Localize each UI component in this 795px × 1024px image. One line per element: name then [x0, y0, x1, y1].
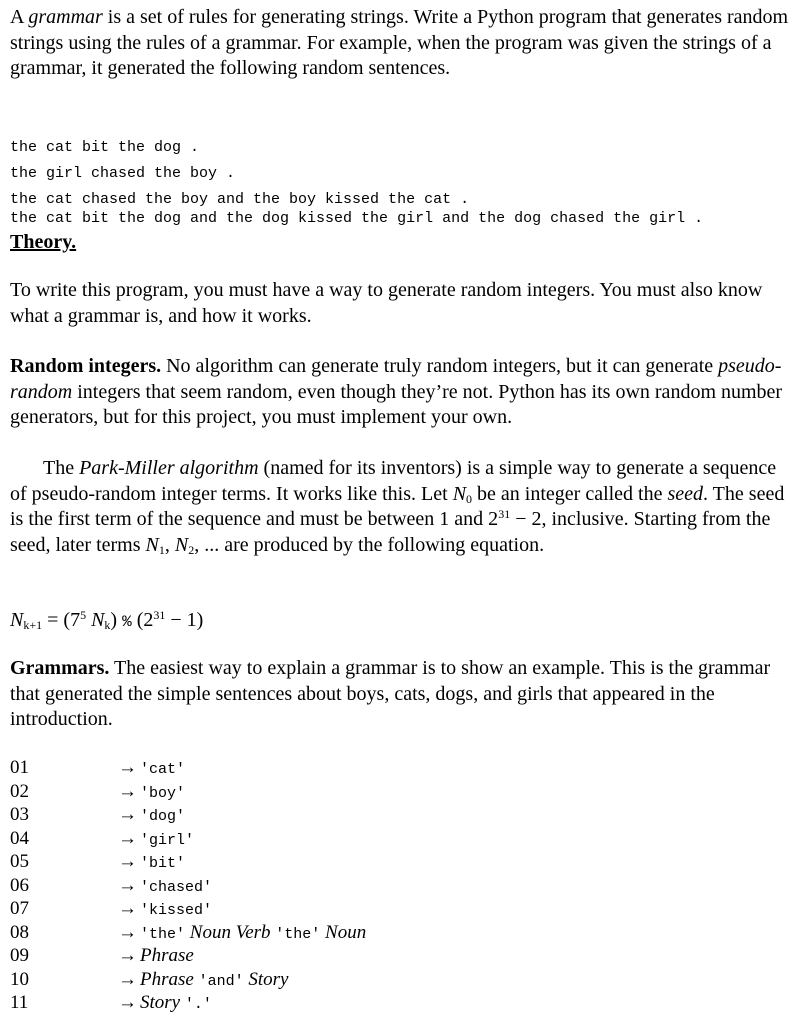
pm-var-n1: N: [145, 533, 159, 556]
arrow-icon: →: [118, 945, 137, 966]
pm-sub-2: 2: [188, 542, 195, 557]
rule-number: 08: [10, 921, 29, 943]
park-miller-paragraph: [10, 456, 790, 558]
pm-text-5: − 2, inclusive. Starting from the seed, later terms: [10, 508, 771, 556]
pm-text-3: be an integer called the: [472, 482, 668, 505]
rule-nonterminal: Story: [248, 968, 289, 990]
random-integers-paragraph: [10, 354, 790, 431]
rule-rhs: [140, 921, 366, 947]
eq-mod-operator: %: [122, 613, 132, 631]
rule-terminal: 'the': [275, 925, 321, 943]
intro-text-a: A: [10, 6, 29, 28]
arrow-icon: →: [118, 874, 137, 896]
grammars-heading: Grammars.: [10, 657, 110, 679]
rule-rhs: [140, 874, 212, 900]
rule-rhs: [140, 756, 185, 782]
theory-heading: Theory.: [10, 231, 77, 253]
arrow-icon: →: [118, 804, 137, 825]
rule-nonterminal: Story: [140, 992, 181, 1013]
rule-terminal: 'boy': [140, 784, 186, 802]
rule-terminal: 'chased': [140, 878, 213, 896]
rule-nonterminal: Phrase: [140, 945, 194, 966]
intro-text-b: is a set of rules for generating strings. Write a Python program that generates random strings using the rules of a grammar. For example, when the program was given the strings of a grammar, it generated the following random sentences.: [10, 6, 789, 80]
pm-var-n2: N: [174, 533, 189, 556]
pm-exp-31: 31: [498, 507, 511, 522]
rule-terminal: 'girl': [140, 831, 195, 849]
eq-exp-31: 31: [153, 608, 166, 622]
rule-rhs: [140, 850, 185, 876]
rule-number: 09: [10, 945, 29, 966]
intro-term-grammar: grammar: [28, 6, 103, 28]
rule-number: 11: [10, 992, 29, 1013]
arrow-icon: →: [118, 851, 137, 872]
rule-terminal: 'dog': [140, 808, 186, 825]
rule-rhs: [140, 968, 288, 994]
park-miller-equation: [10, 608, 203, 636]
rule-rhs: [140, 991, 212, 1017]
random-text-b: integers that seem random, even though they’re not. Python has its own random number generators, but for this project, you must implement your own.: [10, 380, 783, 429]
example-sentence: the cat chased the boy and the boy kissed the cat .: [10, 191, 470, 208]
eq-tail: − 1): [165, 609, 204, 631]
arrow-icon: →: [118, 827, 137, 849]
rule-number: 07: [10, 898, 29, 919]
rule-nonterminal: Noun: [325, 921, 367, 943]
rule-nonterminal: Phrase: [140, 968, 194, 990]
rule-number: 10: [10, 968, 29, 990]
pm-em-algorithm: Park-Miller algorithm: [79, 457, 259, 479]
pm-em-seed: seed: [667, 482, 704, 505]
example-sentence: the girl chased the boy .: [10, 165, 236, 182]
grammars-paragraph: [10, 656, 790, 733]
theory-intro-paragraph: To write this program, you must have a way to generate random integers. You must also know what a grammar is, and how it works.: [10, 279, 763, 327]
rule-terminal: 'the': [140, 925, 186, 943]
arrow-icon: →: [118, 968, 137, 990]
eq-open: (2: [131, 609, 154, 631]
pm-text-1: The: [43, 457, 80, 479]
arrow-icon: →: [118, 992, 137, 1013]
rule-terminal: 'and': [198, 972, 244, 990]
pm-comma: ,: [164, 533, 175, 556]
pm-var-n0: N: [452, 482, 467, 505]
rule-rhs: [140, 803, 185, 829]
rule-rhs: [140, 827, 194, 853]
rule-rhs: [140, 897, 212, 923]
arrow-icon: →: [118, 898, 137, 919]
rule-terminal: 'cat': [140, 761, 186, 778]
arrow-icon: →: [118, 757, 137, 778]
rule-rhs: [140, 944, 194, 968]
arrow-icon: →: [118, 921, 137, 943]
pm-sub-0: 0: [466, 491, 473, 506]
intro-paragraph: [10, 5, 790, 82]
random-integers-heading: Random integers.: [10, 355, 162, 377]
grammars-text: The easiest way to explain a grammar is to show an example. This is the grammar that generated the simple sentences about boys, cats, dogs, and girls that appeared in the introduction.: [10, 657, 771, 731]
eq-lhs-var: N: [10, 609, 24, 631]
example-sentence: the cat bit the dog and the dog kissed the girl and the dog chased the girl .: [10, 210, 704, 227]
eq-exp-5: 5: [80, 608, 87, 622]
eq-equals: = (7: [42, 609, 81, 631]
rule-nonterminal: Noun: [189, 921, 231, 943]
rule-number: 02: [10, 780, 29, 802]
rule-number: 06: [10, 874, 29, 896]
rule-rhs: [140, 780, 185, 806]
pm-text-4: . The seed is the first term of the sequence and must be between 1 and 2: [10, 482, 785, 531]
rule-number: 04: [10, 827, 29, 849]
pm-text-6: , ... are produced by the following equation.: [194, 533, 545, 556]
pm-text-2: (named for its inventors) is a simple way to generate a sequence of pseudo-random integer terms. It works like this. Let: [10, 457, 777, 505]
eq-lhs-sub: k+1: [23, 618, 43, 632]
rule-terminal: 'bit': [140, 855, 186, 872]
rule-number: 05: [10, 851, 29, 872]
pm-sub-1: 1: [158, 542, 165, 557]
eq-rhs-var: N: [91, 609, 105, 631]
rule-number: 03: [10, 804, 29, 825]
eq-rhs-sub: k: [104, 618, 111, 632]
rule-number: 01: [10, 757, 29, 778]
example-sentence: the cat bit the dog .: [10, 139, 200, 156]
random-text-a: No algorithm can generate truly random integers, but it can generate: [161, 355, 719, 377]
rule-nonterminal: Verb: [235, 921, 271, 943]
arrow-icon: →: [118, 780, 137, 802]
random-em-pseudo: pseudo-random: [10, 355, 782, 403]
rule-terminal: 'kissed': [140, 902, 213, 919]
eq-close: ): [110, 609, 123, 631]
rule-terminal: '.': [184, 996, 212, 1013]
